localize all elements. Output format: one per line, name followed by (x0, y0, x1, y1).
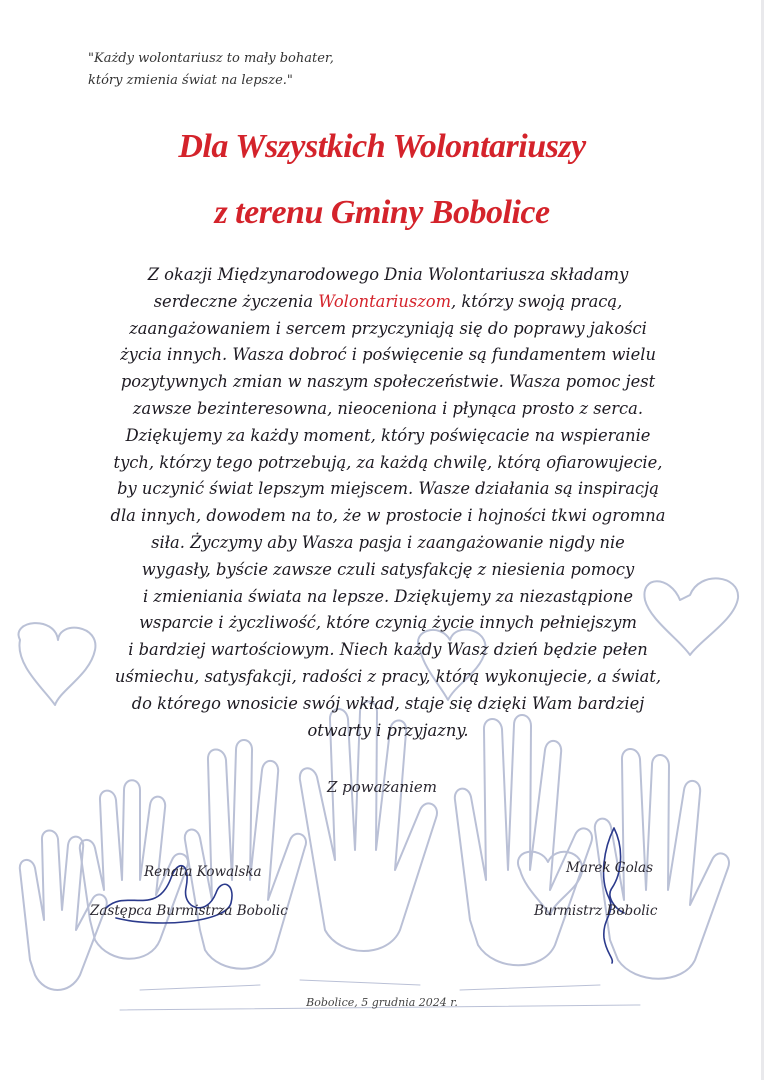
body-line: dla innych, dowodem na to, że w prostocie i hojności tkwi ogromna (110, 506, 666, 526)
body-line: tych, którzy tego potrzebują, za każdą chwilę, którą ofiarowujecie, (113, 452, 663, 472)
body-line: i bardziej wartościowym. Niech każdy Wasz dzień będzie pełen (128, 640, 648, 660)
body-line: zawsze bezinteresowna, nieoceniona i płynąca prosto z serca. (132, 398, 644, 418)
motto-line-2: który zmienia świat na lepsze." (88, 73, 293, 88)
right-signature-scribble (584, 818, 644, 968)
body-line: wygasły, byście zawsze czuli satysfakcję z niesienia pomocy (141, 559, 635, 579)
body-line-part: serdeczne życzenia (153, 291, 319, 311)
highlight-volunteers: Wolontariuszom (318, 291, 452, 311)
signatory-left-name: Renata Kowalska (144, 864, 262, 880)
place-and-date: Bobolice, 5 grudnia 2024 r. (306, 996, 458, 1009)
body-line: Z okazji Międzynarodowego Dnia Wolontariusza składamy (147, 265, 629, 284)
signatory-right-title: Burmistrz Bobolic (534, 903, 658, 919)
body-line: do którego wnosicie swój wkład, staje się dzięki Wam bardziej (131, 693, 645, 713)
body-line: otwarty i przyjazny. (307, 720, 469, 740)
body-line-part: , którzy swoją pracą, (451, 291, 623, 311)
title-line-2: z terenu Gminy Bobolice (214, 194, 550, 231)
motto-line-1: "Każdy wolontariusz to mały bohater, (88, 51, 334, 66)
body-line: życia innych. Wasza dobroć i poświęcenie są fundamentem wielu (120, 345, 656, 365)
body-line: pozytywnych zmian w naszym społeczeństwie. Wasza pomoc jest (120, 372, 656, 392)
body-line: wsparcie i życzliwość, które czynią życie innych pełniejszym (139, 613, 637, 633)
body-line: by uczynić świat lepszym miejscem. Wasze działania są inspiracją (117, 479, 659, 499)
motto-quote (88, 48, 408, 92)
title-line-1: Dla Wszystkich Wolontariuszy (178, 128, 586, 165)
body-line (72, 289, 704, 316)
body-line: uśmiechu, satysfakcji, radości z pracy, którą wykonujecie, a świat, (114, 666, 662, 686)
body-line: zaangażowaniem i sercem przyczyniają się do poprawy jakości (129, 318, 647, 338)
letter-body (72, 262, 704, 744)
left-signature-scribble (96, 848, 286, 938)
body-line: Dziękujemy za każdy moment, który poświęcacie na wspieranie (125, 425, 651, 445)
body-line: i zmieniania świata na lepsze. Dziękujemy za niezastąpione (143, 586, 633, 606)
signatory-right-name: Marek Golas (566, 860, 653, 876)
closing-regards: Z poważaniem (326, 778, 437, 796)
body-line: siła. Życzymy aby Wasza pasja i zaangażowanie nigdy nie (151, 532, 625, 552)
signatory-left-title: Zastępca Burmistrza Bobolic (90, 903, 288, 919)
hand-icon (455, 715, 592, 965)
